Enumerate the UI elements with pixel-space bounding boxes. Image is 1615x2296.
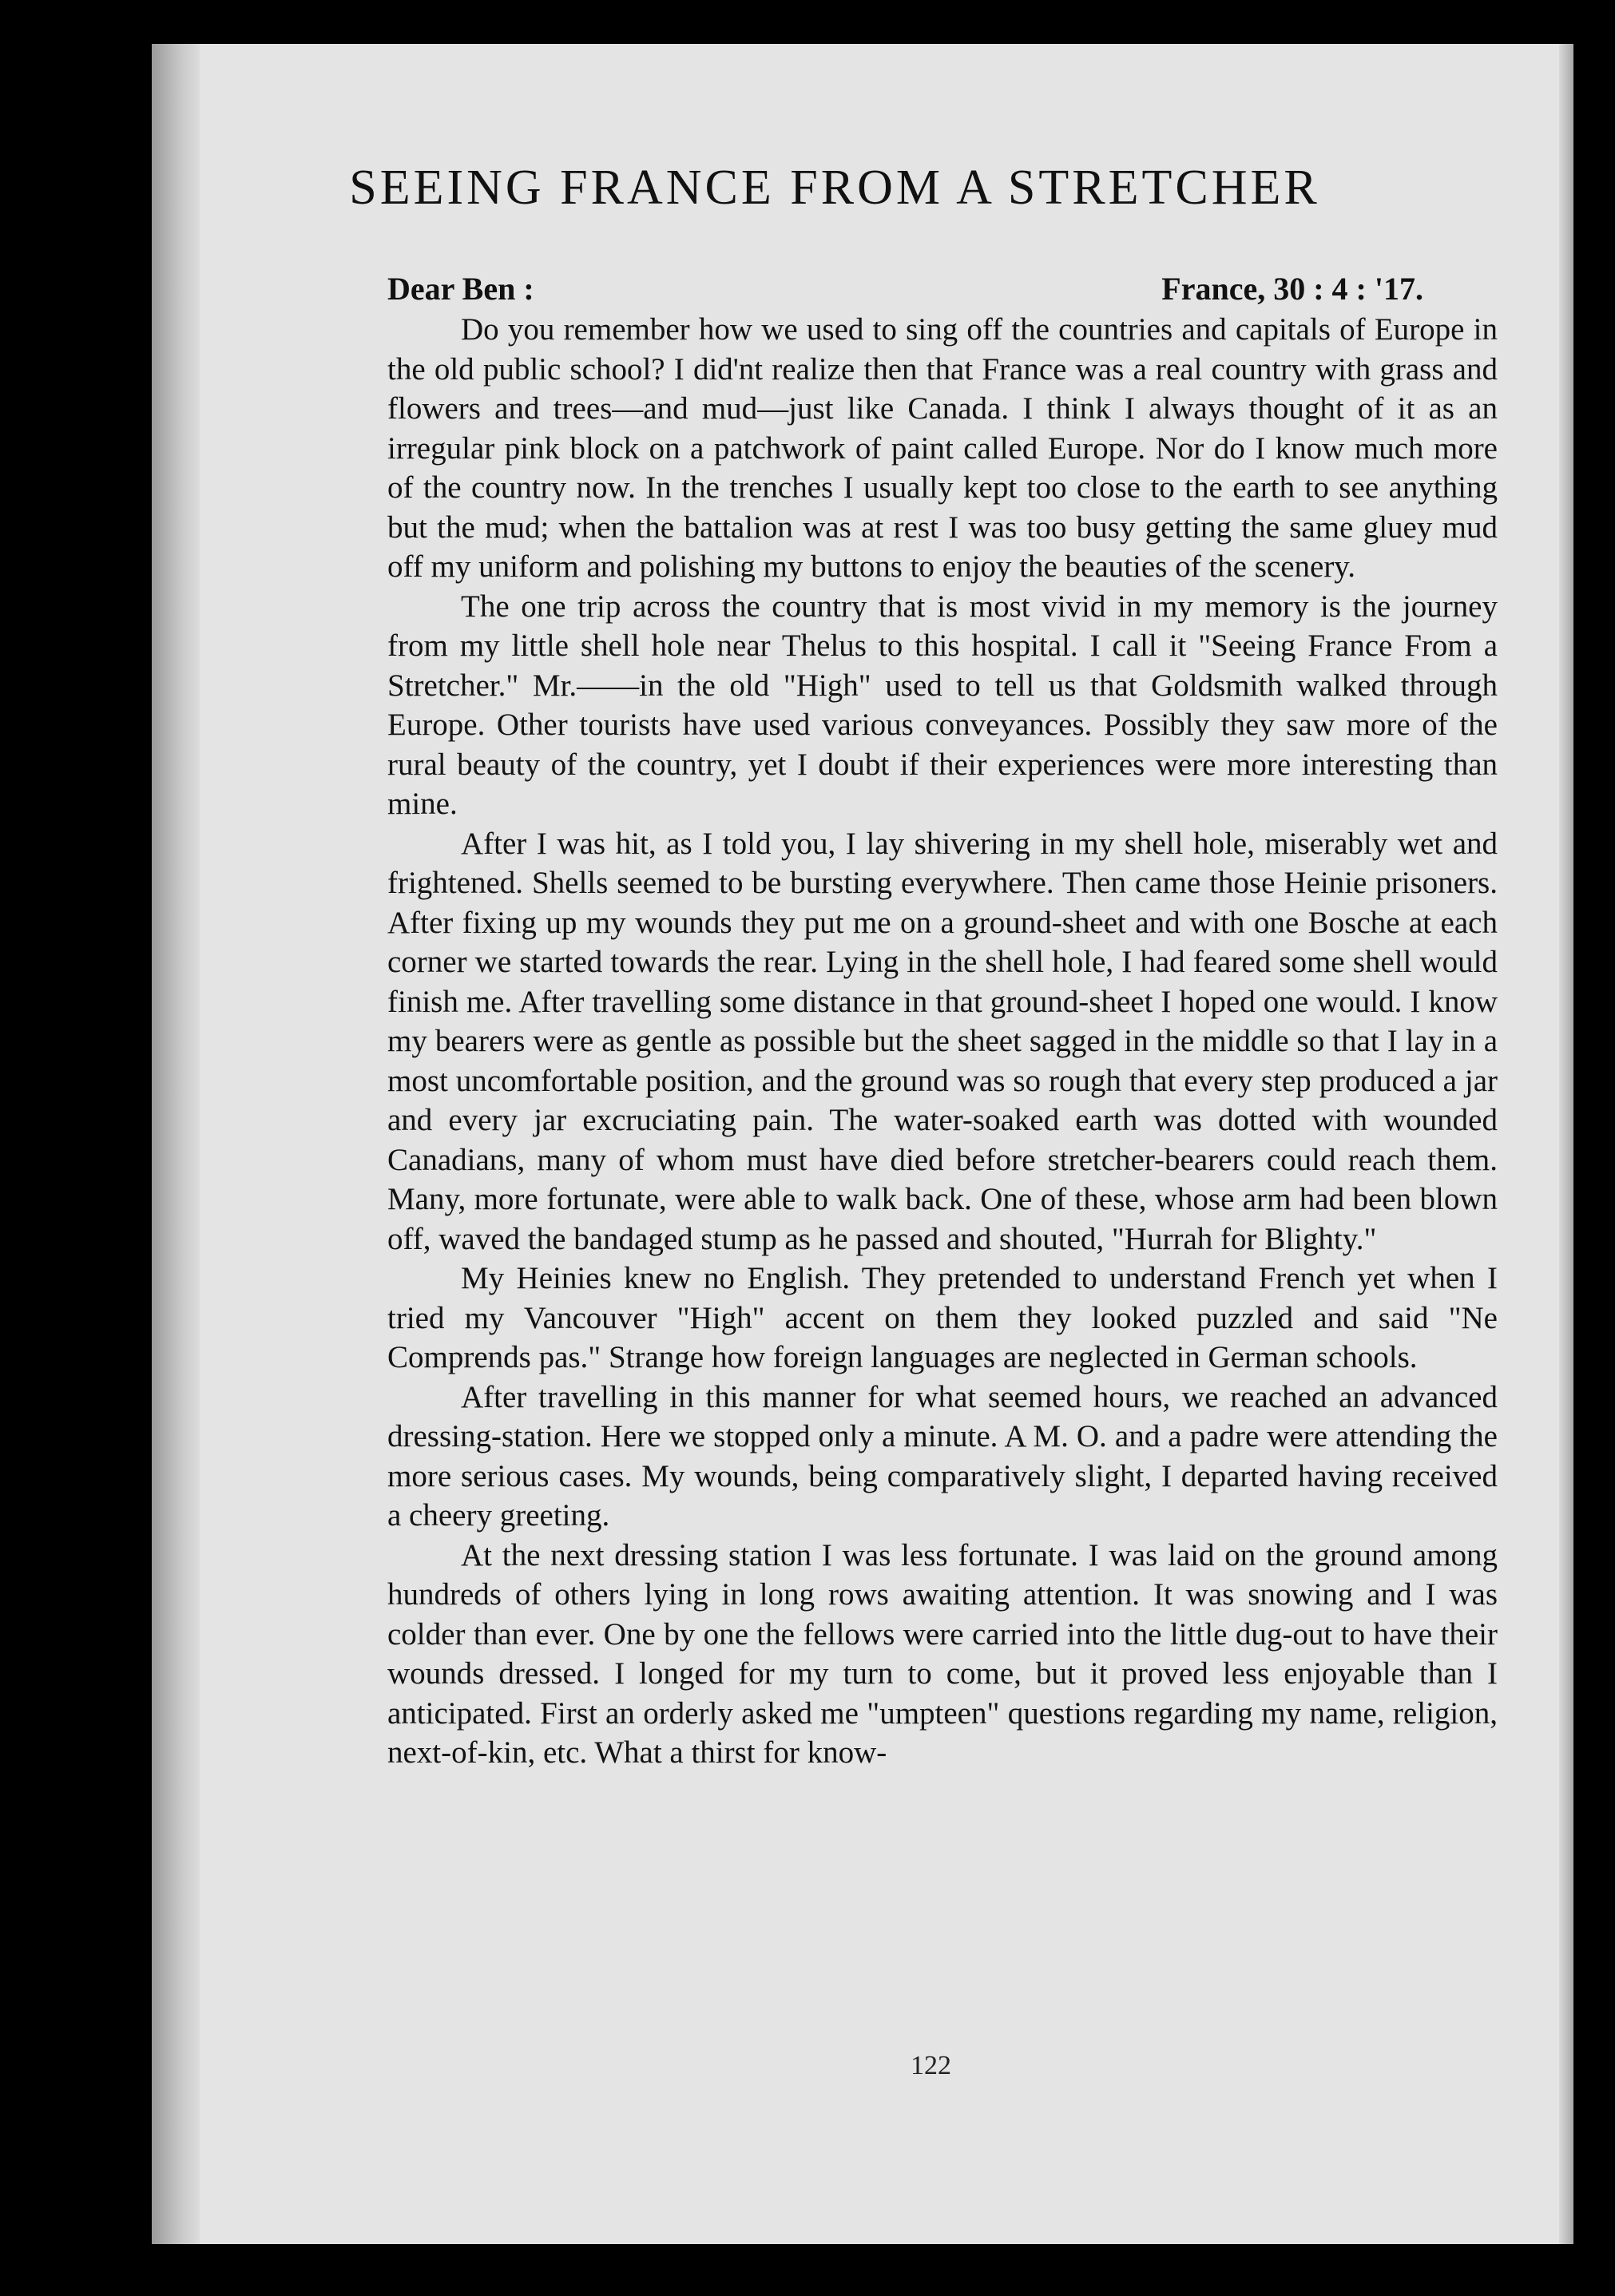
article-body (387, 310, 1498, 1773)
paragraph: After I was hit, as I told you, I lay shivering in my shell hole, miserably wet and frightened. Shells seemed to be bursting everywhere. Then came those Heinie prisoners. After fixing up my wounds they put me on a ground-sheet and with one Bosche at each corner we started towards the rear. Lying in the shell hole, I had feared some shell would finish me. After travelling some distance in that ground-sheet I hoped one would. I know my bearers were as gentle as possible but the sheet sagged in the middle so that I lay in a most uncomfortable position, and the ground was so rough that every step produced a jar and every jar excruciating pain. The water-soaked earth was dotted with wounded Canadians, many of whom must have died before stretcher-bearers could reach them. Many, more fortunate, were able to walk back. One of these, whose arm had been blown off, waved the bandaged stump as he passed and shouted, "Hurrah for Blighty." (387, 826, 1498, 1256)
letter-salutation: Dear Ben : (387, 271, 534, 307)
paragraph: After travelling in this manner for what seemed hours, we reached an advanced dressing-station. Here we stopped only a minute. A M. O. and a padre were attending the more serious cases. My wounds, being comparatively slight, I departed having received a cheery greeting. (387, 1379, 1498, 1533)
book-binding (152, 44, 200, 2244)
paragraph: The one trip across the country that is most vivid in my memory is the journey from my little shell hole near Thelus to this hospital. I call it "Seeing France From a Stretcher." Mr.——in the old "High" used to tell us that Goldsmith walked through Europe. Other tourists have used various conveyances. Possibly they saw more of the rural beauty of the country, yet I doubt if their experiences were more interesting than mine. (387, 589, 1498, 821)
page-edge (1559, 44, 1573, 2244)
paragraph: Do you remember how we used to sing off the countries and capitals of Europe in the old public school? I did'nt realize then that France was a real country with grass and flowers and trees—and mud—just like Canada. I think I always thought of it as an irregular pink block on a patchwork of paint called Europe. Nor do I know much more of the country now. In the trenches I usually kept too close to the earth to see anything but the mud; when the battalion was at rest I was too busy getting the same gluey mud off my uniform and polishing my buttons to enjoy the beauties of the scenery. (387, 312, 1498, 584)
article-title: SEEING FRANCE FROM A STRETCHER (349, 161, 1320, 215)
paragraph: My Heinies knew no English. They pretended to understand French yet when I tried my Vancouver "High" accent on them they looked puzzled and said "Ne Comprends pas." Strange how foreign languages are neglected in German schools. (387, 1261, 1498, 1374)
paragraph: At the next dressing station I was less fortunate. I was laid on the ground among hundreds of others lying in long rows awaiting attention. It was snowing and I was colder than ever. One by one the fellows were carried into the little dug-out to have their wounds dressed. I longed for my turn to come, but it proved less enjoyable than I anticipated. First an orderly asked me "umpteen" questions regarding my name, religion, next-of-kin, etc. What a thirst for know- (387, 1537, 1498, 1770)
page-number: 122 (911, 2051, 951, 2080)
letter-dateline: France, 30 : 4 : '17. (1161, 271, 1423, 307)
